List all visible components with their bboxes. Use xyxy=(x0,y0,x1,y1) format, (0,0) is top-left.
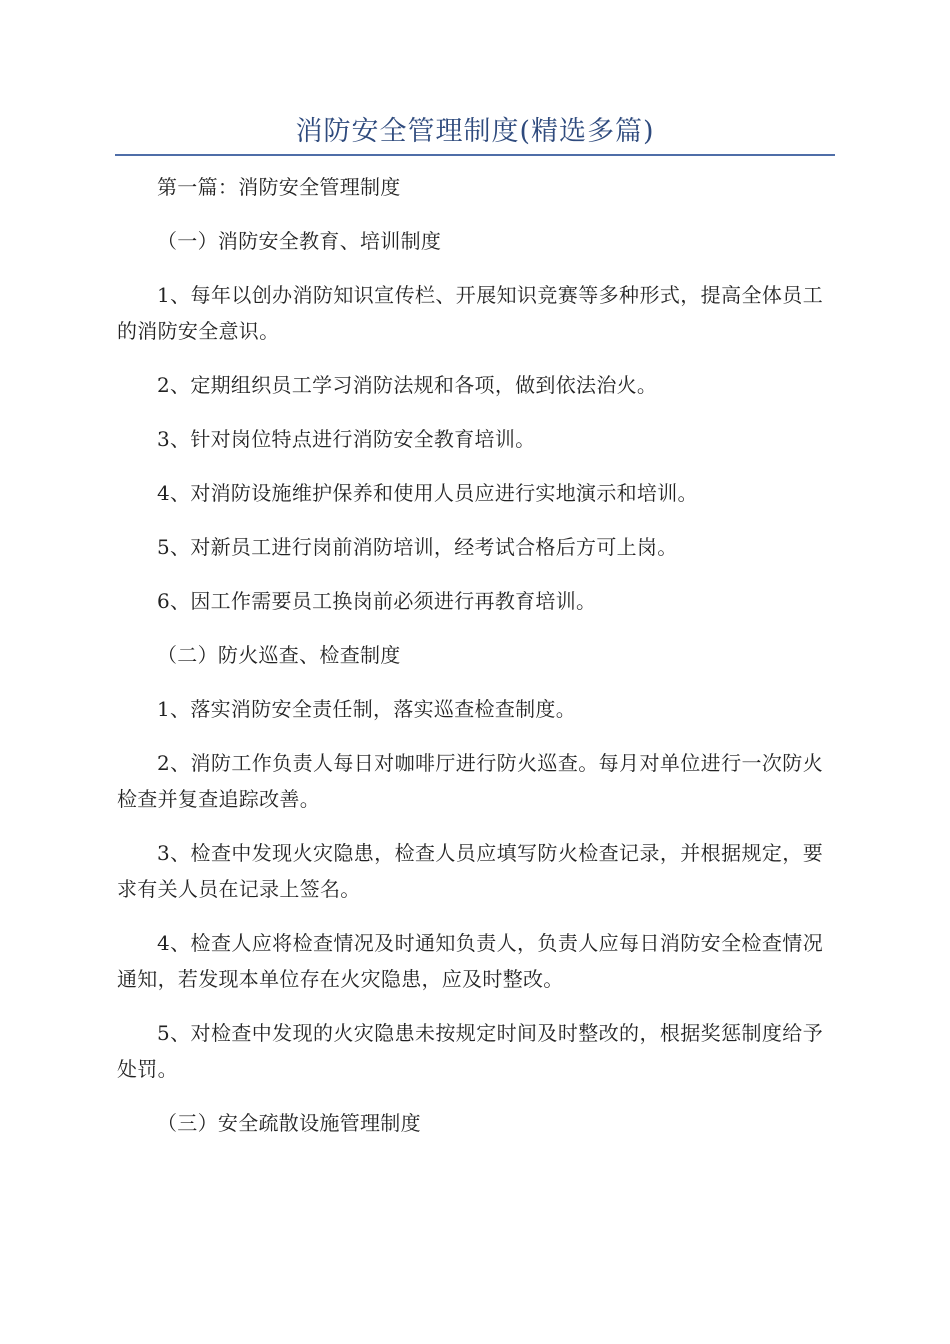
paragraph: 1、每年以创办消防知识宣传栏、开展知识竞赛等多种形式，提高全体员工的消防安全意识。 xyxy=(117,283,823,343)
paragraph: 4、检查人应将检查情况及时通知负责人，负责人应每日消防安全检查情况通知，若发现本单位存在火灾隐患，应及时整改。 xyxy=(117,931,823,991)
paragraph: 2、定期组织员工学习消防法规和各项，做到依法治火。 xyxy=(157,373,658,397)
section-heading: （二）防火巡查、检查制度 xyxy=(157,643,401,667)
section-heading: （一）消防安全教育、培训制度 xyxy=(157,229,442,253)
document-title: 消防安全管理制度(精选多篇) xyxy=(295,116,655,147)
paragraph: 1、落实消防安全责任制，落实巡查检查制度。 xyxy=(157,697,577,721)
section-heading: （三）安全疏散设施管理制度 xyxy=(157,1111,421,1135)
paragraph: 5、对新员工进行岗前消防培训，经考试合格后方可上岗。 xyxy=(157,535,678,559)
paragraph: 3、针对岗位特点进行消防安全教育培训。 xyxy=(157,427,536,451)
paragraph: 5、对检查中发现的火灾隐患未按规定时间及时整改的，根据奖惩制度给予处罚。 xyxy=(117,1021,823,1081)
chapter-heading: 第一篇：消防安全管理制度 xyxy=(157,175,401,199)
document-body xyxy=(117,169,823,1159)
paragraph: 3、检查中发现火灾隐患，检查人员应填写防火检查记录，并根据规定，要求有关人员在记录上签名。 xyxy=(117,841,823,901)
paragraph: 4、对消防设施维护保养和使用人员应进行实地演示和培训。 xyxy=(157,481,698,505)
title-underline xyxy=(115,154,835,156)
paragraph: 6、因工作需要员工换岗前必须进行再教育培训。 xyxy=(157,589,597,613)
paragraph: 2、消防工作负责人每日对咖啡厅进行防火巡查。每月对单位进行一次防火检查并复查追踪改善。 xyxy=(117,751,823,811)
